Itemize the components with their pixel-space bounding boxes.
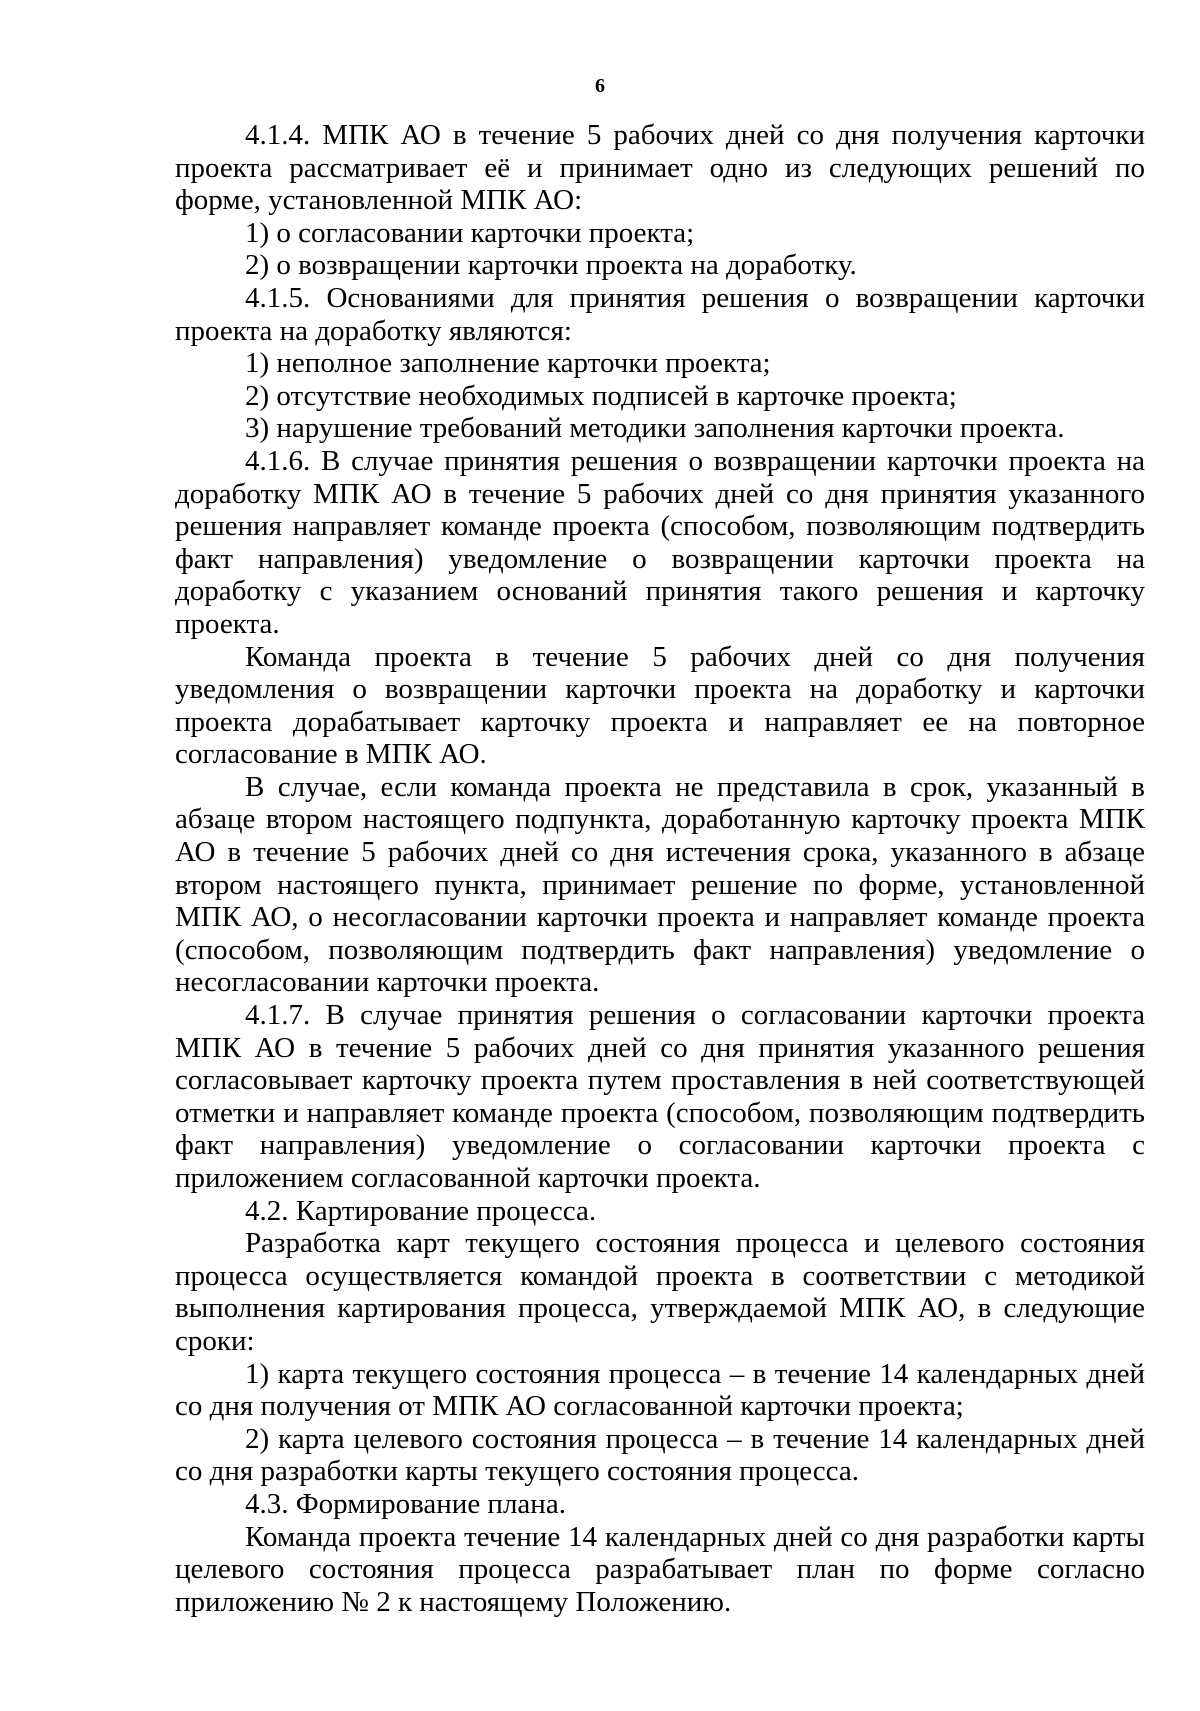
paragraph-missed-deadline: В случае, если команда проекта не представила в срок, указанный в абзаце втором настоящего подпункта, доработанную карточку проекта МПК АО в течение 5 рабочих дней со дня истечения срока, указанного в абзаце втором настоящего пункта, принимает решение по форме, установленной МПК АО, о несогласовании карточки проекта и направляет команде проекта (способом, позволяющим подтвердить факт направления) уведомление о несогласовании карточки проекта.: [175, 770, 1145, 999]
paragraph-4-1-6: 4.1.6. В случае принятия решения о возвращении карточки проекта на доработку МПК АО в течение 5 рабочих дней со дня принятия указанного решения направляет команде проекта (способом, позволяющим подтвердить факт направления) уведомление о возвращении карточки проекта на доработку с указанием оснований принятия такого решения и карточку проекта.: [175, 444, 1145, 640]
list-item-target-map: 2) карта целевого состояния процесса – в течение 14 календарных дней со дня разработки карты текущего состояния процесса.: [175, 1422, 1145, 1488]
list-item-no-signatures: 2) отсутствие необходимых подписей в карточке проекта;: [245, 379, 957, 412]
paragraph-plan: Команда проекта течение 14 календарных дней со дня разработки карты целевого состояния процесса разрабатывает план по форме согласно приложению № 2 к настоящему Положению.: [175, 1520, 1145, 1618]
heading-4-3: 4.3. Формирование плана.: [245, 1487, 566, 1520]
list-item-return: 2) о возвращении карточки проекта на доработку.: [245, 249, 857, 282]
list-item-method-violation: 3) нарушение требований методики заполнения карточки проекта.: [245, 412, 1065, 445]
paragraph-4-1-4: 4.1.4. МПК АО в течение 5 рабочих дней со дня получения карточки проекта рассматривает её и принимает одно из следующих решений по форме, установленной МПК АО:: [175, 119, 1145, 217]
list-item-approval: 1) о согласовании карточки проекта;: [245, 216, 695, 249]
document-body: [175, 119, 1145, 1618]
list-item-current-map: 1) карта текущего состояния процесса – в течение 14 календарных дней со дня получения от МПК АО согласованной карточки проекта;: [175, 1357, 1145, 1423]
paragraph-4-1-7: 4.1.7. В случае принятия решения о согласовании карточки проекта МПК АО в течение 5 рабочих дней со дня принятия указанного решения согласовывает карточку проекта путем проставления в ней соответствующей отметки и направляет команде проекта (способом, позволяющим подтвердить факт направления) уведомление о согласовании карточки проекта с приложением согласованной карточки проекта.: [175, 999, 1145, 1194]
paragraph-4-1-5: 4.1.5. Основаниями для принятия решения о возвращении карточки проекта на доработку являются:: [175, 281, 1145, 347]
page-number: 6: [595, 75, 605, 97]
list-item-incomplete: 1) неполное заполнение карточки проекта;: [245, 347, 771, 380]
paragraph-team-rework: Команда проекта в течение 5 рабочих дней со дня получения уведомления о возвращении карточки проекта на доработку и карточки проекта дорабатывает карточку проекта и направляет ее на повторное согласование в МПК АО.: [175, 640, 1145, 771]
paragraph-mapping: Разработка карт текущего состояния процесса и целевого состояния процесса осуществляется командой проекта в соответствии с методикой выполнения картирования процесса, утверждаемой МПК АО, в следующие сроки:: [175, 1227, 1145, 1357]
heading-4-2: 4.2. Картирование процесса.: [245, 1194, 597, 1227]
